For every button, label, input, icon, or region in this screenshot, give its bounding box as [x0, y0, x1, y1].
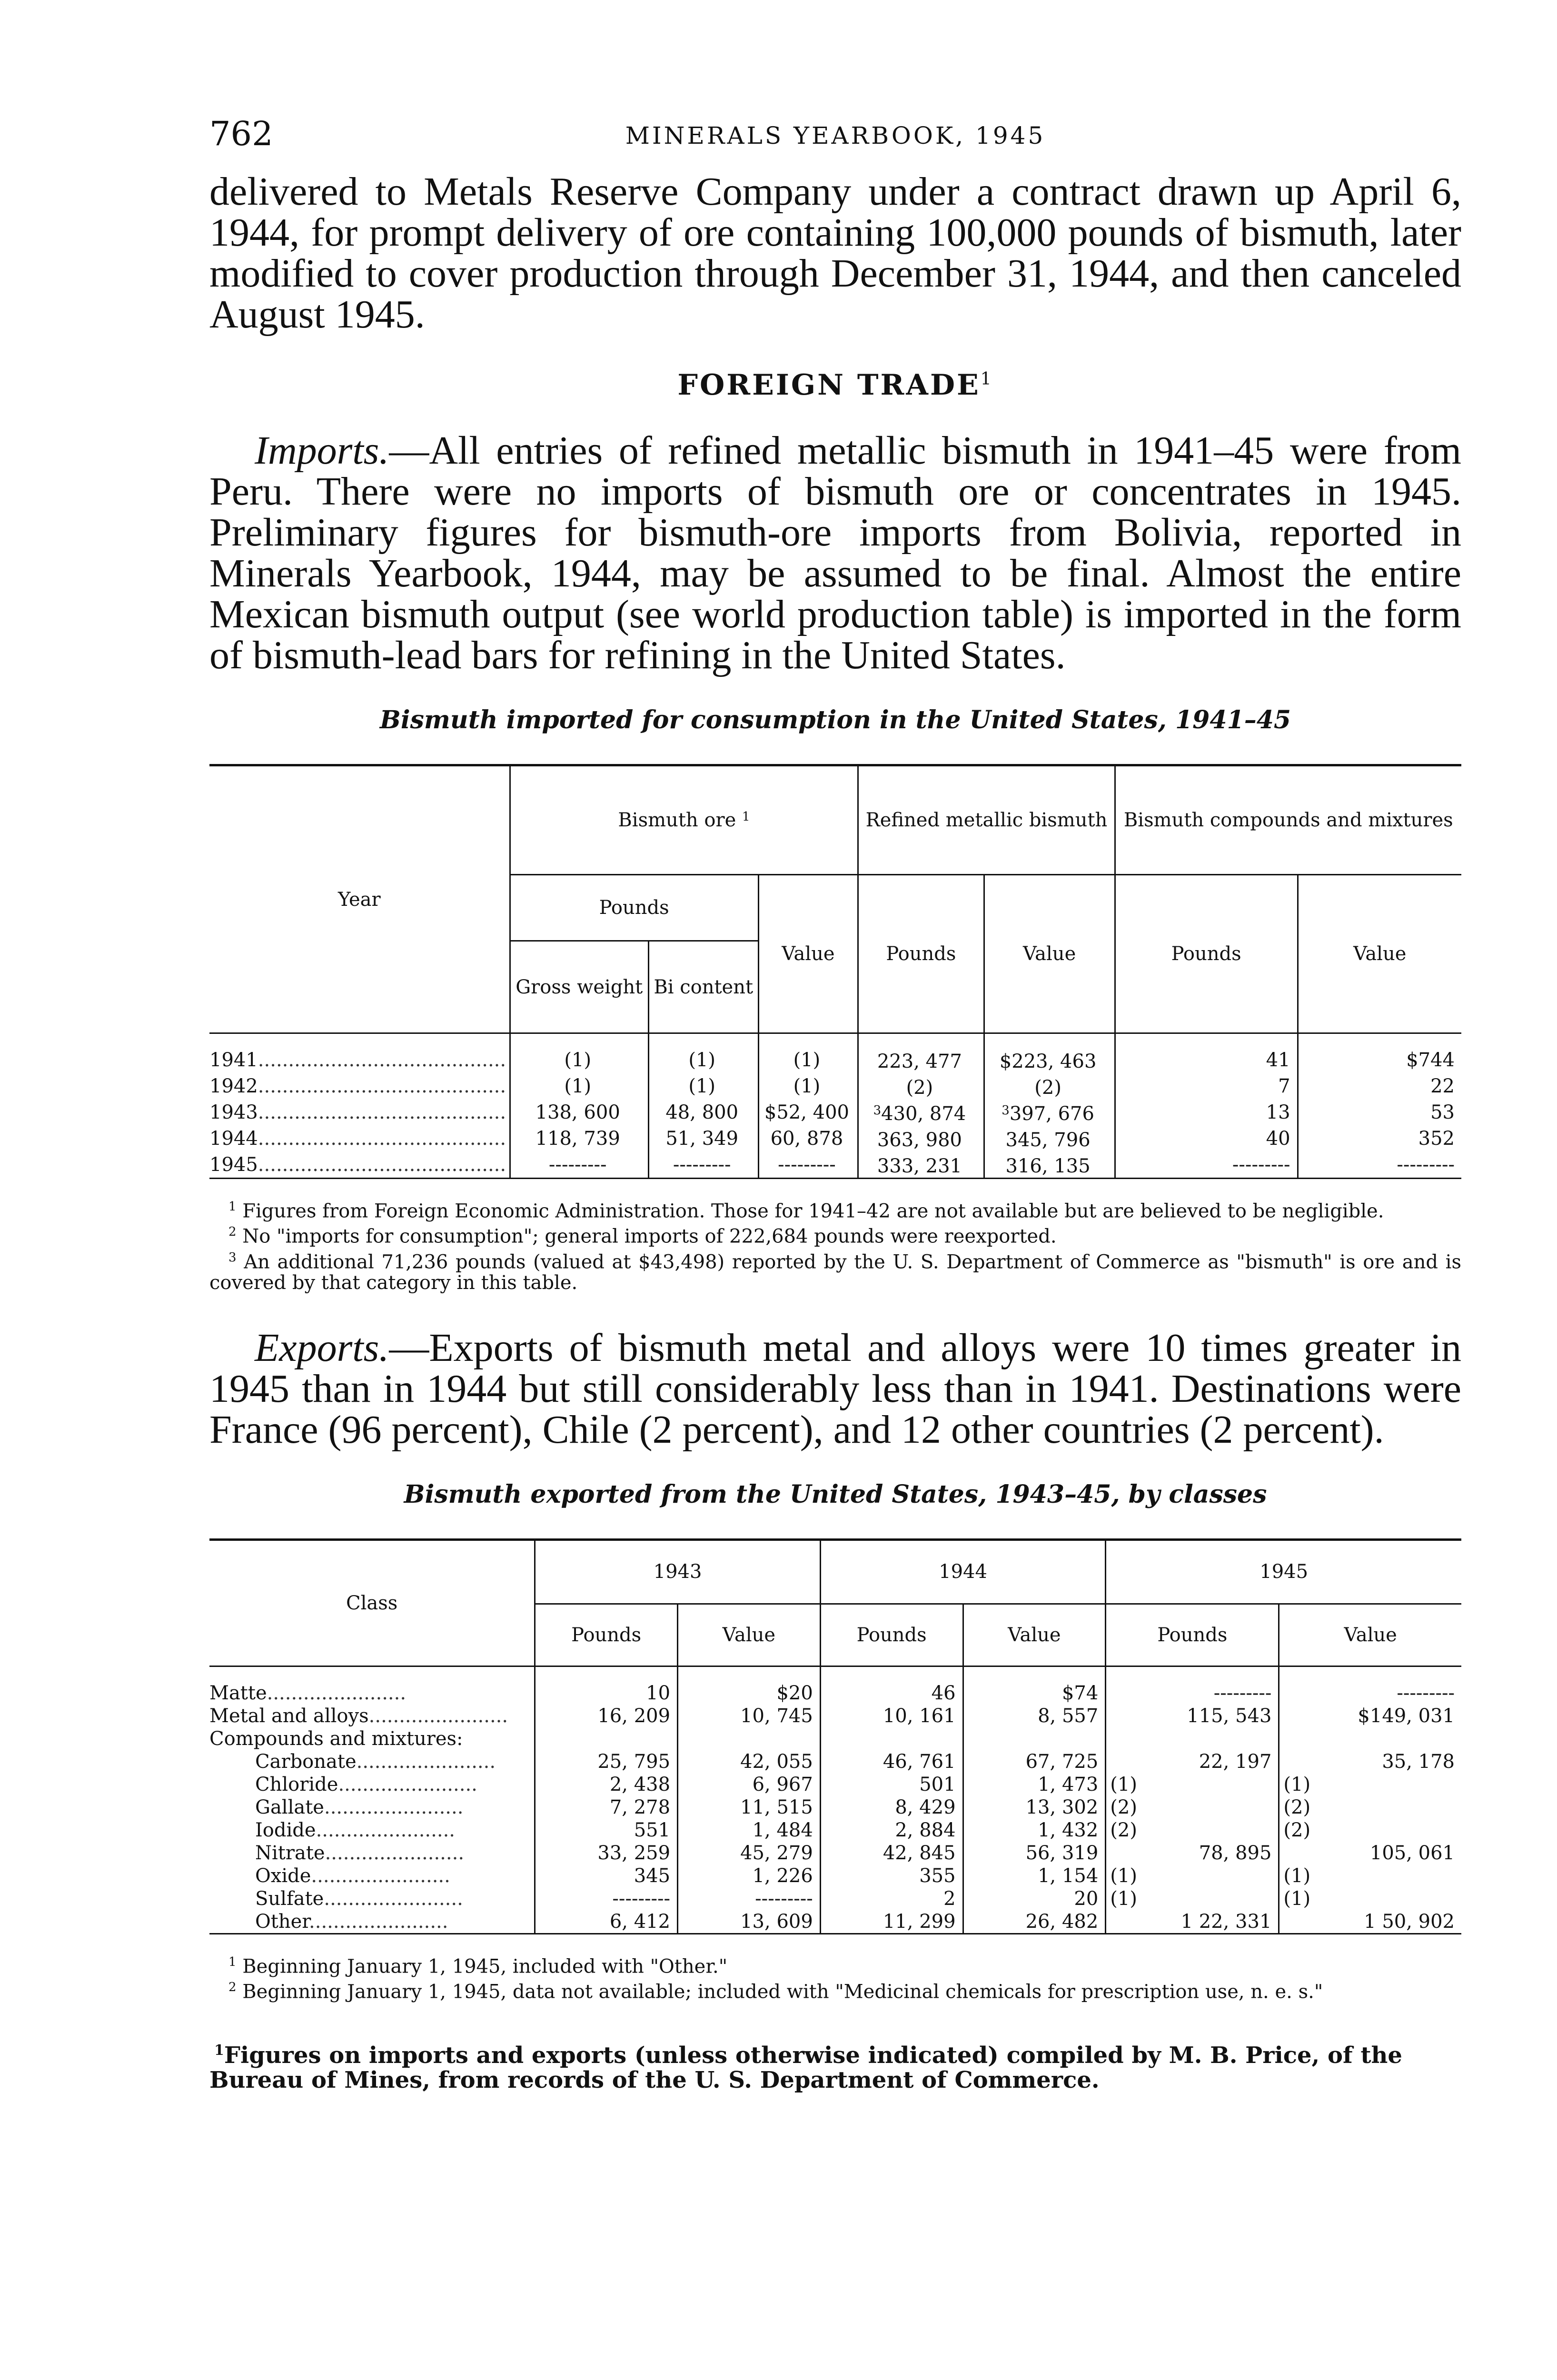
cell-footnote-mark: 3 — [873, 1103, 882, 1118]
footnote — [209, 1247, 1461, 1293]
export-value-cell: 551 — [535, 1819, 678, 1842]
export-value-cell: 33, 259 — [535, 1842, 678, 1864]
refined-value-cell — [984, 1073, 1115, 1099]
export-value-cell — [963, 1727, 1106, 1750]
value-1943-header: Value — [678, 1604, 821, 1666]
export-value-cell: --------- — [678, 1887, 821, 1910]
compounds-pounds-cell: 7 — [1115, 1073, 1298, 1099]
export-table-body — [209, 1666, 1461, 1934]
export-value-cell: 45, 279 — [678, 1842, 821, 1864]
export-value-cell: 46 — [820, 1666, 963, 1705]
footnote-mark: 2 — [228, 1980, 237, 1995]
exports-text: —Exports of bismuth metal and alloys were 10 times greater in 1945 than in 1944 but still considerably less than in 1941. Destinations were France (96 percent), Chile (2 percent), and 12 other countries (2 percent). — [209, 1325, 1461, 1452]
ore-value-cell: 60, 878 — [758, 1125, 858, 1151]
export-value-cell: 6, 967 — [678, 1773, 821, 1796]
export-value-cell: 42, 845 — [820, 1842, 963, 1864]
export-value-cell: 1, 484 — [678, 1819, 821, 1842]
export-value-cell: 46, 761 — [820, 1750, 963, 1773]
refined-header: Refined metallic bismuth — [858, 765, 1115, 875]
year-cell — [209, 1033, 510, 1073]
gross-weight-cell: 118, 739 — [510, 1125, 648, 1151]
export-value-cell: 78, 895 — [1106, 1842, 1279, 1864]
table-row — [209, 1773, 1461, 1796]
leader-dots: ....................... — [338, 1773, 477, 1795]
footnote — [209, 1952, 1461, 1977]
section-footnote-mark: 1 — [980, 369, 993, 389]
year-cell — [209, 1151, 510, 1179]
compounds-header: Bismuth compounds and mixtures — [1115, 765, 1461, 875]
table-row — [209, 1727, 1461, 1750]
table-row — [209, 1666, 1461, 1705]
export-value-cell: 115, 543 — [1106, 1705, 1279, 1727]
table-row — [209, 1151, 1461, 1179]
export-value-cell: (2) — [1106, 1819, 1279, 1842]
gross-weight-cell: (1) — [510, 1073, 648, 1099]
export-value-cell: 11, 299 — [820, 1910, 963, 1934]
export-value-cell: 22, 197 — [1106, 1750, 1279, 1773]
section-footnote — [209, 2038, 1461, 2092]
export-value-cell: 355 — [820, 1864, 963, 1887]
export-value-cell: 8, 557 — [963, 1705, 1106, 1727]
ore-value-header: Value — [758, 875, 858, 1033]
ore-value-cell: $52, 400 — [758, 1099, 858, 1125]
class-label-cell — [209, 1796, 535, 1819]
cell-value: 430, 874 — [881, 1103, 966, 1125]
table-row — [209, 1842, 1461, 1864]
import-table — [209, 764, 1461, 1179]
export-value-cell: 2, 884 — [820, 1819, 963, 1842]
export-value-cell: 35, 178 — [1279, 1750, 1461, 1773]
year-value: 1941 — [209, 1049, 258, 1071]
table-row — [209, 1819, 1461, 1842]
pounds-1944-header: Pounds — [820, 1604, 963, 1666]
compounds-pounds-header: Pounds — [1115, 875, 1298, 1033]
section-title — [209, 368, 1461, 402]
import-table-caption: Bismuth imported for consumption in the United States, 1941–45 — [379, 705, 1291, 734]
export-value-cell: $149, 031 — [1279, 1705, 1461, 1727]
export-value-cell: 7, 278 — [535, 1796, 678, 1819]
class-header: Class — [346, 1592, 398, 1614]
class-label: Chloride — [255, 1773, 338, 1795]
leader-dots: ....................... — [356, 1750, 496, 1773]
export-value-cell: (1) — [1106, 1864, 1279, 1887]
export-value-cell: 10, 161 — [820, 1705, 963, 1727]
export-value-cell: 25, 795 — [535, 1750, 678, 1773]
export-value-cell: 13, 609 — [678, 1910, 821, 1934]
table-row — [209, 1033, 1461, 1073]
compounds-pounds-cell: --------- — [1115, 1151, 1298, 1179]
refined-pounds-cell — [858, 1125, 984, 1151]
ore-header — [510, 765, 858, 875]
export-value-cell: 1, 154 — [963, 1864, 1106, 1887]
export-value-cell: (1) — [1279, 1773, 1461, 1796]
ore-header-note: 1 — [742, 810, 750, 824]
class-label-cell — [209, 1705, 535, 1727]
export-value-cell: 8, 429 — [820, 1796, 963, 1819]
gross-weight-cell: --------- — [510, 1151, 648, 1179]
export-value-cell: 2 — [820, 1887, 963, 1910]
class-label-cell — [209, 1750, 535, 1773]
ore-value-cell: (1) — [758, 1073, 858, 1099]
gross-weight-cell: 138, 600 — [510, 1099, 648, 1125]
leader-dots: ......................................... — [258, 1075, 506, 1097]
compounds-value-cell: 352 — [1298, 1125, 1461, 1151]
leader-dots: ......................................... — [258, 1127, 506, 1150]
year-cell — [209, 1073, 510, 1099]
cell-value: 345, 796 — [1005, 1129, 1091, 1151]
class-label: Compounds and mixtures: — [209, 1727, 463, 1750]
year-value: 1945 — [209, 1153, 258, 1176]
cell-value: 397, 676 — [1009, 1103, 1094, 1125]
running-title: MINERALS YEARBOOK, 1945 — [625, 122, 1046, 149]
compounds-value-cell: 53 — [1298, 1099, 1461, 1125]
pounds-1943-header: Pounds — [535, 1604, 678, 1666]
export-value-cell: 20 — [963, 1887, 1106, 1910]
export-value-cell: 56, 319 — [963, 1842, 1106, 1864]
page — [209, 114, 1461, 2380]
section-footnote-mark-bottom: 1 — [214, 2042, 224, 2059]
export-value-cell — [1279, 1727, 1461, 1750]
export-value-cell: --------- — [1279, 1666, 1461, 1705]
cell-footnote-mark: 3 — [1002, 1103, 1010, 1118]
imports-lead: Imports. — [255, 428, 389, 473]
export-value-cell: 67, 725 — [963, 1750, 1106, 1773]
refined-value-cell — [984, 1125, 1115, 1151]
export-value-cell: 1 22, 331 — [1106, 1910, 1279, 1934]
bi-content-cell: --------- — [648, 1151, 758, 1179]
footnote-text: No "imports for consumption"; general imports of 222,684 pounds were reexported. — [242, 1225, 1057, 1248]
footnote — [209, 1977, 1461, 2002]
bi-content-cell: 48, 800 — [648, 1099, 758, 1125]
cell-value: 316, 135 — [1005, 1155, 1091, 1177]
intro-paragraph: delivered to Metals Reserve Company under a contract drawn up April 6, 1944, for prompt delivery of ore containing 100,000 pounds of bismuth, later modified to cover production through December 31, 1944, and then canceled August 1945. — [209, 169, 1461, 337]
export-value-cell: $74 — [963, 1666, 1106, 1705]
leader-dots: ....................... — [324, 1796, 464, 1818]
exports-paragraph — [209, 1325, 1461, 1452]
exports-lead: Exports. — [255, 1325, 389, 1370]
export-value-cell — [820, 1727, 963, 1750]
bi-content-cell: (1) — [648, 1073, 758, 1099]
leader-dots: ....................... — [309, 1910, 448, 1933]
export-value-cell — [535, 1727, 678, 1750]
ore-header-label: Bismuth ore — [618, 809, 736, 831]
imports-paragraph — [209, 430, 1461, 676]
export-value-cell: (1) — [1106, 1773, 1279, 1796]
export-value-cell — [678, 1727, 821, 1750]
class-label: Other — [255, 1910, 309, 1933]
value-1944-header: Value — [963, 1604, 1106, 1666]
compounds-value-cell: $744 — [1298, 1033, 1461, 1073]
bi-content-cell: 51, 349 — [648, 1125, 758, 1151]
gross-weight-cell: (1) — [510, 1033, 648, 1073]
class-label: Iodide — [255, 1819, 316, 1841]
refined-pounds-header: Pounds — [858, 875, 984, 1033]
value-1945-header: Value — [1279, 1604, 1461, 1666]
footnote-text: Beginning January 1, 1945, included with "Other." — [242, 1955, 728, 1978]
cell-value: 363, 980 — [877, 1129, 962, 1151]
footnote-text: An additional 71,236 pounds (valued at $43,498) reported by the U. S. Department of Commerce as "bismuth" is ore and is covered by that category in this table. — [209, 1250, 1461, 1294]
class-label: Nitrate — [255, 1842, 325, 1864]
bi-content-header: Bi content — [648, 941, 758, 1033]
class-label: Oxide — [255, 1864, 311, 1887]
export-value-cell: --------- — [535, 1887, 678, 1910]
export-table-caption: Bismuth exported from the United States, 1943–45, by classes — [404, 1479, 1267, 1509]
table-row — [209, 1705, 1461, 1727]
year-1943-header: 1943 — [535, 1539, 821, 1604]
export-value-cell: 501 — [820, 1773, 963, 1796]
footnote — [209, 1221, 1461, 1247]
class-label: Matte — [209, 1682, 267, 1704]
export-value-cell: 42, 055 — [678, 1750, 821, 1773]
footnote-mark: 1 — [228, 1954, 237, 1969]
leader-dots: ....................... — [316, 1819, 456, 1841]
compounds-value-header: Value — [1298, 875, 1461, 1033]
table-row — [209, 1750, 1461, 1773]
table-row — [209, 1099, 1461, 1125]
export-value-cell: 10 — [535, 1666, 678, 1705]
ore-value-cell: --------- — [758, 1151, 858, 1179]
export-table — [209, 1538, 1461, 1934]
table-row — [209, 1796, 1461, 1819]
year-value: 1942 — [209, 1075, 258, 1097]
year-1945-header: 1945 — [1106, 1539, 1461, 1604]
cell-value: 333, 231 — [877, 1155, 962, 1177]
export-value-cell: --------- — [1106, 1666, 1279, 1705]
class-label-cell — [209, 1887, 535, 1910]
table-row — [209, 1887, 1461, 1910]
class-label-cell — [209, 1773, 535, 1796]
gross-weight-header: Gross weight — [510, 941, 648, 1033]
export-value-cell: 1 50, 902 — [1279, 1910, 1461, 1934]
class-label-cell — [209, 1910, 535, 1934]
export-value-cell: 1, 226 — [678, 1864, 821, 1887]
export-value-cell: 105, 061 — [1279, 1842, 1461, 1864]
year-header: Year — [338, 888, 381, 911]
class-label: Gallate — [255, 1796, 324, 1818]
refined-value-cell — [984, 1151, 1115, 1179]
section-footnote-text: Figures on imports and exports (unless otherwise indicated) compiled by M. B. Price, of the Bureau of Mines, from records of the U. S. Department of Commerce. — [209, 2042, 1402, 2093]
class-label: Sulfate — [255, 1887, 324, 1910]
table-row — [209, 1073, 1461, 1099]
cell-value: (2) — [1034, 1077, 1061, 1099]
leader-dots: ....................... — [324, 1887, 463, 1910]
footnote — [209, 1196, 1461, 1221]
footnote-text: Beginning January 1, 1945, data not available; included with "Medicinal chemicals for prescription use, n. e. s." — [242, 1981, 1323, 2003]
refined-value-header: Value — [984, 875, 1115, 1033]
ore-value-cell: (1) — [758, 1033, 858, 1073]
cell-value: (2) — [906, 1077, 933, 1099]
refined-pounds-cell — [858, 1151, 984, 1179]
bi-content-cell: (1) — [648, 1033, 758, 1073]
export-value-cell: (1) — [1106, 1887, 1279, 1910]
export-value-cell: (1) — [1279, 1887, 1461, 1910]
year-1944-header: 1944 — [820, 1539, 1106, 1604]
export-footnotes — [209, 1952, 1461, 2003]
page-header — [209, 114, 1461, 171]
export-value-cell: (1) — [1279, 1864, 1461, 1887]
import-table-body — [209, 1033, 1461, 1179]
compounds-pounds-cell: 41 — [1115, 1033, 1298, 1073]
class-label: Carbonate — [255, 1750, 357, 1773]
export-value-cell: 1, 473 — [963, 1773, 1106, 1796]
export-value-cell: $20 — [678, 1666, 821, 1705]
export-value-cell: 1, 432 — [963, 1819, 1106, 1842]
year-value: 1944 — [209, 1127, 258, 1150]
imports-text: —All entries of refined metallic bismuth in 1941–45 were from Peru. There were no imports of bismuth ore or concentrates in 1945. Preliminary figures for bismuth-ore imports from Bolivia, reported in Minerals Yearbook, 1944, may be assumed to be final. Almost the entire Mexican bismuth output (see world production table) is imported in the form of bismuth-lead bars for refining in the United States. — [209, 428, 1461, 677]
export-value-cell: 26, 482 — [963, 1910, 1106, 1934]
leader-dots: ......................................... — [258, 1101, 506, 1123]
class-label: Metal and alloys — [209, 1705, 369, 1727]
leader-dots: ....................... — [267, 1682, 407, 1704]
export-value-cell: (2) — [1279, 1819, 1461, 1842]
leader-dots: ....................... — [368, 1705, 508, 1727]
footnote-text: Figures from Foreign Economic Administration. Those for 1941–42 are not available but are believed to be negligible. — [242, 1200, 1384, 1222]
export-value-cell — [1106, 1727, 1279, 1750]
class-label-cell — [209, 1842, 535, 1864]
compounds-value-cell: --------- — [1298, 1151, 1461, 1179]
export-value-cell: (2) — [1279, 1796, 1461, 1819]
export-value-cell: 16, 209 — [535, 1705, 678, 1727]
cell-value: 223, 477 — [877, 1051, 962, 1072]
footnote-mark: 3 — [228, 1250, 237, 1265]
export-value-cell: 6, 412 — [535, 1910, 678, 1934]
export-value-cell: 11, 515 — [678, 1796, 821, 1819]
ore-pounds-header: Pounds — [510, 875, 758, 941]
refined-value-cell — [984, 1099, 1115, 1125]
section-title-text: FOREIGN TRADE — [677, 368, 981, 402]
table-row — [209, 1910, 1461, 1934]
leader-dots: ....................... — [325, 1842, 465, 1864]
compounds-value-cell: 22 — [1298, 1073, 1461, 1099]
class-label-cell — [209, 1864, 535, 1887]
table-row — [209, 1864, 1461, 1887]
footnote-mark: 2 — [228, 1225, 237, 1240]
compounds-pounds-cell: 40 — [1115, 1125, 1298, 1151]
compounds-pounds-cell: 13 — [1115, 1099, 1298, 1125]
leader-dots: ......................................... — [258, 1049, 506, 1071]
year-cell — [209, 1125, 510, 1151]
import-footnotes — [209, 1196, 1461, 1293]
export-value-cell: 345 — [535, 1864, 678, 1887]
page-number: 762 — [209, 114, 273, 153]
export-value-cell: (2) — [1106, 1796, 1279, 1819]
year-value: 1943 — [209, 1101, 258, 1123]
year-cell — [209, 1099, 510, 1125]
footnote-mark: 1 — [228, 1200, 237, 1214]
refined-value-cell — [984, 1033, 1115, 1073]
table-row — [209, 1125, 1461, 1151]
export-value-cell: 2, 438 — [535, 1773, 678, 1796]
pounds-1945-header: Pounds — [1106, 1604, 1279, 1666]
export-value-cell: 13, 302 — [963, 1796, 1106, 1819]
class-label-cell — [209, 1666, 535, 1705]
leader-dots: ......................................... — [258, 1153, 506, 1176]
refined-pounds-cell — [858, 1033, 984, 1073]
refined-pounds-cell — [858, 1073, 984, 1099]
cell-value: $223, 463 — [999, 1051, 1097, 1072]
class-label-cell — [209, 1819, 535, 1842]
export-value-cell: 10, 745 — [678, 1705, 821, 1727]
leader-dots: ....................... — [311, 1864, 450, 1887]
refined-pounds-cell — [858, 1099, 984, 1125]
class-label-cell — [209, 1727, 535, 1750]
